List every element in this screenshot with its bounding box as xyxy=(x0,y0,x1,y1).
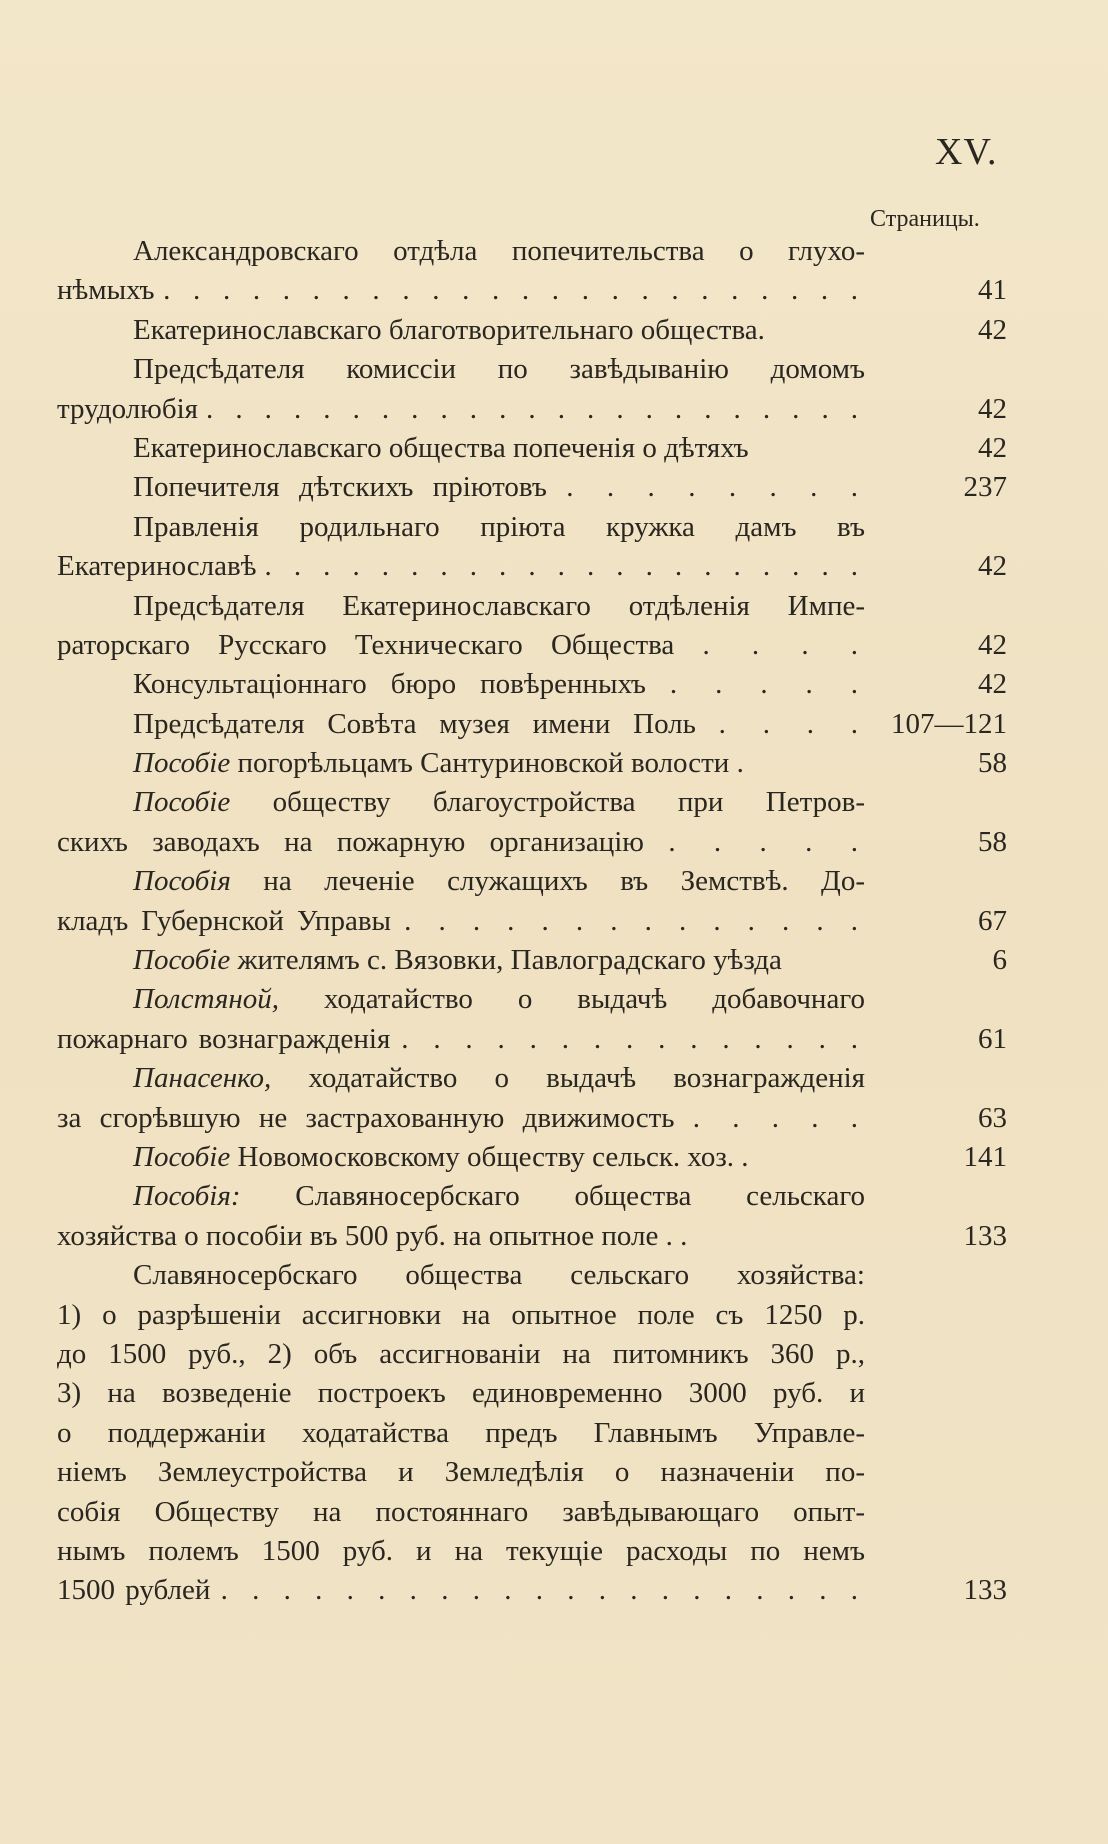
entry-text xyxy=(133,429,865,468)
entry-text xyxy=(57,1493,865,1532)
entry-text xyxy=(133,468,865,507)
entry-text-segment: на леченіе служащихъ въ Земствѣ. До- xyxy=(230,865,865,898)
entry-text-segment: 1500 рублей xyxy=(57,1574,211,1607)
entry-line xyxy=(57,783,1007,822)
page-reference: 63 xyxy=(978,1101,1007,1134)
entry-text xyxy=(133,1138,865,1177)
entry-text xyxy=(57,1532,865,1571)
page-reference: 42 xyxy=(978,668,1007,701)
entry-line xyxy=(57,1453,1007,1492)
entry-text-segment: трудолюбія xyxy=(57,392,198,425)
entry-text xyxy=(57,1453,865,1492)
page-reference: 42 xyxy=(978,313,1007,346)
page-reference: 42 xyxy=(978,431,1007,464)
index-entry xyxy=(57,705,1007,744)
entry-text xyxy=(57,626,865,665)
dot-leader: . . . . . . . . . . . . . . . . . . . . . . . xyxy=(206,392,866,425)
entry-text-segment: погорѣльцамъ Сантуриновской волости . xyxy=(230,747,744,780)
entry-line xyxy=(57,902,1007,941)
entry-line xyxy=(57,468,1007,507)
entry-line xyxy=(57,1493,1007,1532)
index-entries xyxy=(57,232,1007,1611)
index-entry xyxy=(57,980,1007,1059)
index-entry xyxy=(57,665,1007,704)
entry-text-segment: 3) на возведеніе построекъ единовременно 3000 руб. и xyxy=(57,1377,865,1410)
entry-text xyxy=(57,1414,865,1453)
entry-line xyxy=(57,1217,1007,1256)
page-reference: 6 xyxy=(992,944,1007,977)
index-entry xyxy=(57,232,1007,311)
page-reference: 141 xyxy=(963,1140,1007,1173)
entry-text-segment: за сгорѣвшую не застрахованную движимость xyxy=(57,1101,675,1134)
entry-line xyxy=(57,271,1007,310)
entry-text-segment: Новомосковскому обществу сельск. хоз. . xyxy=(230,1140,749,1173)
entry-text-segment: жителямъ с. Вязовки, Павлоградскаго уѣзда xyxy=(230,944,782,977)
entry-text xyxy=(57,1571,865,1610)
entry-text xyxy=(133,862,865,901)
entry-text xyxy=(57,1217,865,1256)
entry-text-segment: раторскаго Русскаго Техническаго Общества xyxy=(57,628,675,661)
page-reference: 67 xyxy=(978,904,1007,937)
entry-text-segment: Предсѣдателя Екатеринославскаго отдѣленія Импе- xyxy=(133,589,865,622)
entry-heading-word: Полстяной, xyxy=(133,983,280,1016)
index-entry xyxy=(57,862,1007,941)
entry-line xyxy=(57,587,1007,626)
page-reference: 42 xyxy=(978,628,1007,661)
entry-line xyxy=(57,508,1007,547)
dot-leader: . . . . . . . . . . . . . . . . . . . . . xyxy=(220,1574,866,1607)
entry-heading-word: Пособіе xyxy=(133,747,231,780)
entry-heading-word: Пособіе xyxy=(133,944,231,977)
index-entry xyxy=(57,1256,1007,1611)
index-entry xyxy=(57,1138,1007,1177)
dot-leader: . . . . . xyxy=(668,825,866,858)
entry-text-segment: Предсѣдателя комиссіи по завѣдыванію домомъ xyxy=(133,353,865,386)
entry-text-segment: Предсѣдателя Совѣта музея имени Поль xyxy=(133,707,696,740)
entry-text-segment: до 1500 руб., 2) объ ассигнованіи на питомникъ 360 р., xyxy=(57,1337,865,1370)
dot-leader: . . . . . xyxy=(692,1101,866,1134)
entry-line xyxy=(57,547,1007,586)
entry-text xyxy=(133,1177,865,1216)
page-reference: 237 xyxy=(963,471,1007,504)
entry-text xyxy=(57,823,865,862)
entry-text-segment: Славяносербскаго общества сельскаго xyxy=(240,1180,865,1213)
entry-line xyxy=(57,1138,1007,1177)
page-reference: 42 xyxy=(978,392,1007,425)
entry-text xyxy=(57,1335,865,1374)
entry-line xyxy=(57,626,1007,665)
entry-line xyxy=(57,1059,1007,1098)
index-entry xyxy=(57,468,1007,507)
entry-line xyxy=(57,1177,1007,1216)
index-entry xyxy=(57,508,1007,587)
entry-text xyxy=(133,941,865,980)
entry-text-segment: обществу благоустройства при Петров- xyxy=(230,786,865,819)
entry-text xyxy=(57,1020,865,1059)
dot-leader: . . . . . . . . . . . . . . xyxy=(404,904,865,937)
entry-text xyxy=(133,665,865,704)
entry-text-segment: ходатайство о выдачѣ вознагражденія xyxy=(271,1062,865,1095)
entry-text-segment: кладъ Губернской Управы xyxy=(57,904,391,937)
entry-line xyxy=(57,862,1007,901)
entry-line xyxy=(57,705,1007,744)
entry-line xyxy=(57,1099,1007,1138)
entry-heading-word: Пособія xyxy=(133,865,231,898)
dot-leader: . . . . . . . . . . . . . . . xyxy=(401,1022,866,1055)
entry-heading-word: Панасенко, xyxy=(133,1062,272,1095)
page-reference: 42 xyxy=(978,550,1007,583)
entry-text xyxy=(133,508,865,547)
entry-line xyxy=(57,429,1007,468)
entry-text xyxy=(57,547,865,586)
entry-line xyxy=(57,1335,1007,1374)
entry-text xyxy=(133,587,865,626)
entry-line xyxy=(57,390,1007,429)
entry-text-segment: Попечителя дѣтскихъ пріютовъ xyxy=(133,471,547,504)
entry-text-segment: Екатеринославскаго общества попеченія о дѣтяхъ xyxy=(133,431,749,464)
entry-text-segment: Екатеринославскаго благотворительнаго общества. xyxy=(133,313,765,346)
index-entry xyxy=(57,1059,1007,1138)
entry-text xyxy=(133,1059,865,1098)
index-entry xyxy=(57,429,1007,468)
index-entry xyxy=(57,941,1007,980)
entry-text-segment: нѣмыхъ xyxy=(57,274,155,307)
entry-text-segment: пожарнаго вознагражденія xyxy=(57,1022,391,1055)
entry-text xyxy=(133,744,865,783)
entry-text xyxy=(57,1296,865,1335)
index-entry xyxy=(57,783,1007,862)
index-entry xyxy=(57,587,1007,666)
entry-text xyxy=(133,980,865,1019)
entry-text xyxy=(133,232,865,271)
entry-text-segment: о поддержаніи ходатайства предъ Главнымъ Управле- xyxy=(57,1416,865,1449)
entry-line xyxy=(57,665,1007,704)
entry-text xyxy=(133,311,865,350)
entry-heading-word: Пособія: xyxy=(133,1180,241,1213)
entry-line xyxy=(57,1374,1007,1413)
index-entry xyxy=(57,744,1007,783)
entry-line xyxy=(57,823,1007,862)
entry-line xyxy=(57,744,1007,783)
dot-leader: . . . . . . . . . . . . . . . . . . . . . . . . xyxy=(163,274,866,307)
dot-leader: . . . . xyxy=(702,628,866,661)
entry-line xyxy=(57,1296,1007,1335)
entry-line xyxy=(57,1571,1007,1610)
entry-line xyxy=(57,1256,1007,1295)
entry-line xyxy=(57,1020,1007,1059)
entry-text-segment: ніемъ Землеустройства и Земледѣлія о назначеніи по- xyxy=(57,1456,865,1489)
page-reference: 58 xyxy=(978,747,1007,780)
entry-line xyxy=(57,232,1007,271)
page-reference: 61 xyxy=(978,1022,1007,1055)
entry-text-segment: Александровскаго отдѣла попечительства о глухо- xyxy=(133,235,865,267)
page-reference: 107—121 xyxy=(891,707,1007,740)
entry-text-segment: скихъ заводахъ на пожарную организацію xyxy=(57,825,644,858)
entry-text xyxy=(57,271,865,310)
index-entry xyxy=(57,1177,1007,1256)
entry-line xyxy=(57,350,1007,389)
entry-line xyxy=(57,311,1007,350)
entry-text xyxy=(57,1099,865,1138)
entry-line xyxy=(57,980,1007,1019)
entry-text-segment: 1) о разрѣшеніи ассигновки на опытное поле съ 1250 р. xyxy=(57,1298,865,1331)
page-reference: 41 xyxy=(978,274,1007,307)
entry-text xyxy=(57,1374,865,1413)
page-number: XV. xyxy=(935,131,998,173)
entry-heading-word: Пособіе xyxy=(133,786,231,819)
page-reference: 133 xyxy=(963,1219,1007,1252)
entry-text xyxy=(133,1256,865,1295)
entry-line xyxy=(57,1414,1007,1453)
entry-text-segment: хозяйства о пособіи въ 500 руб. на опытное поле . . xyxy=(57,1219,688,1252)
entry-text-segment: Екатеринославѣ xyxy=(57,550,257,583)
index-entry xyxy=(57,350,1007,429)
dot-leader: . . . . . . . . xyxy=(566,471,865,504)
entry-text xyxy=(57,390,865,429)
entry-text xyxy=(133,705,865,744)
dot-leader: . . . . xyxy=(718,707,866,740)
dot-leader: . . . . . . . . . . . . . . . . . . . . . xyxy=(264,550,866,583)
index-entry xyxy=(57,311,1007,350)
entry-text-segment: Правленія родильнаго пріюта кружка дамъ въ xyxy=(133,510,865,543)
page-reference: 58 xyxy=(978,825,1007,858)
entry-text xyxy=(57,902,865,941)
entry-text xyxy=(133,783,865,822)
entry-text-segment: Славяносербскаго общества сельскаго хозяйства: xyxy=(133,1259,865,1292)
entry-heading-word: Пособіе xyxy=(133,1140,231,1173)
entry-line xyxy=(57,1532,1007,1571)
page-reference: 133 xyxy=(963,1574,1007,1607)
entry-text-segment: нымъ полемъ 1500 руб. и на текущіе расходы по немъ xyxy=(57,1534,865,1567)
entry-line xyxy=(57,941,1007,980)
entry-text-segment: ходатайство о выдачѣ добавочнаго xyxy=(279,983,865,1016)
column-header: Страницы. xyxy=(870,206,980,232)
entry-text-segment: собія Обществу на постояннаго завѣдывающаго опыт- xyxy=(57,1495,865,1528)
dot-leader: . . . . . xyxy=(669,668,866,701)
entry-text xyxy=(133,350,865,389)
entry-text-segment: Консультаціоннаго бюро повѣренныхъ xyxy=(133,668,646,701)
